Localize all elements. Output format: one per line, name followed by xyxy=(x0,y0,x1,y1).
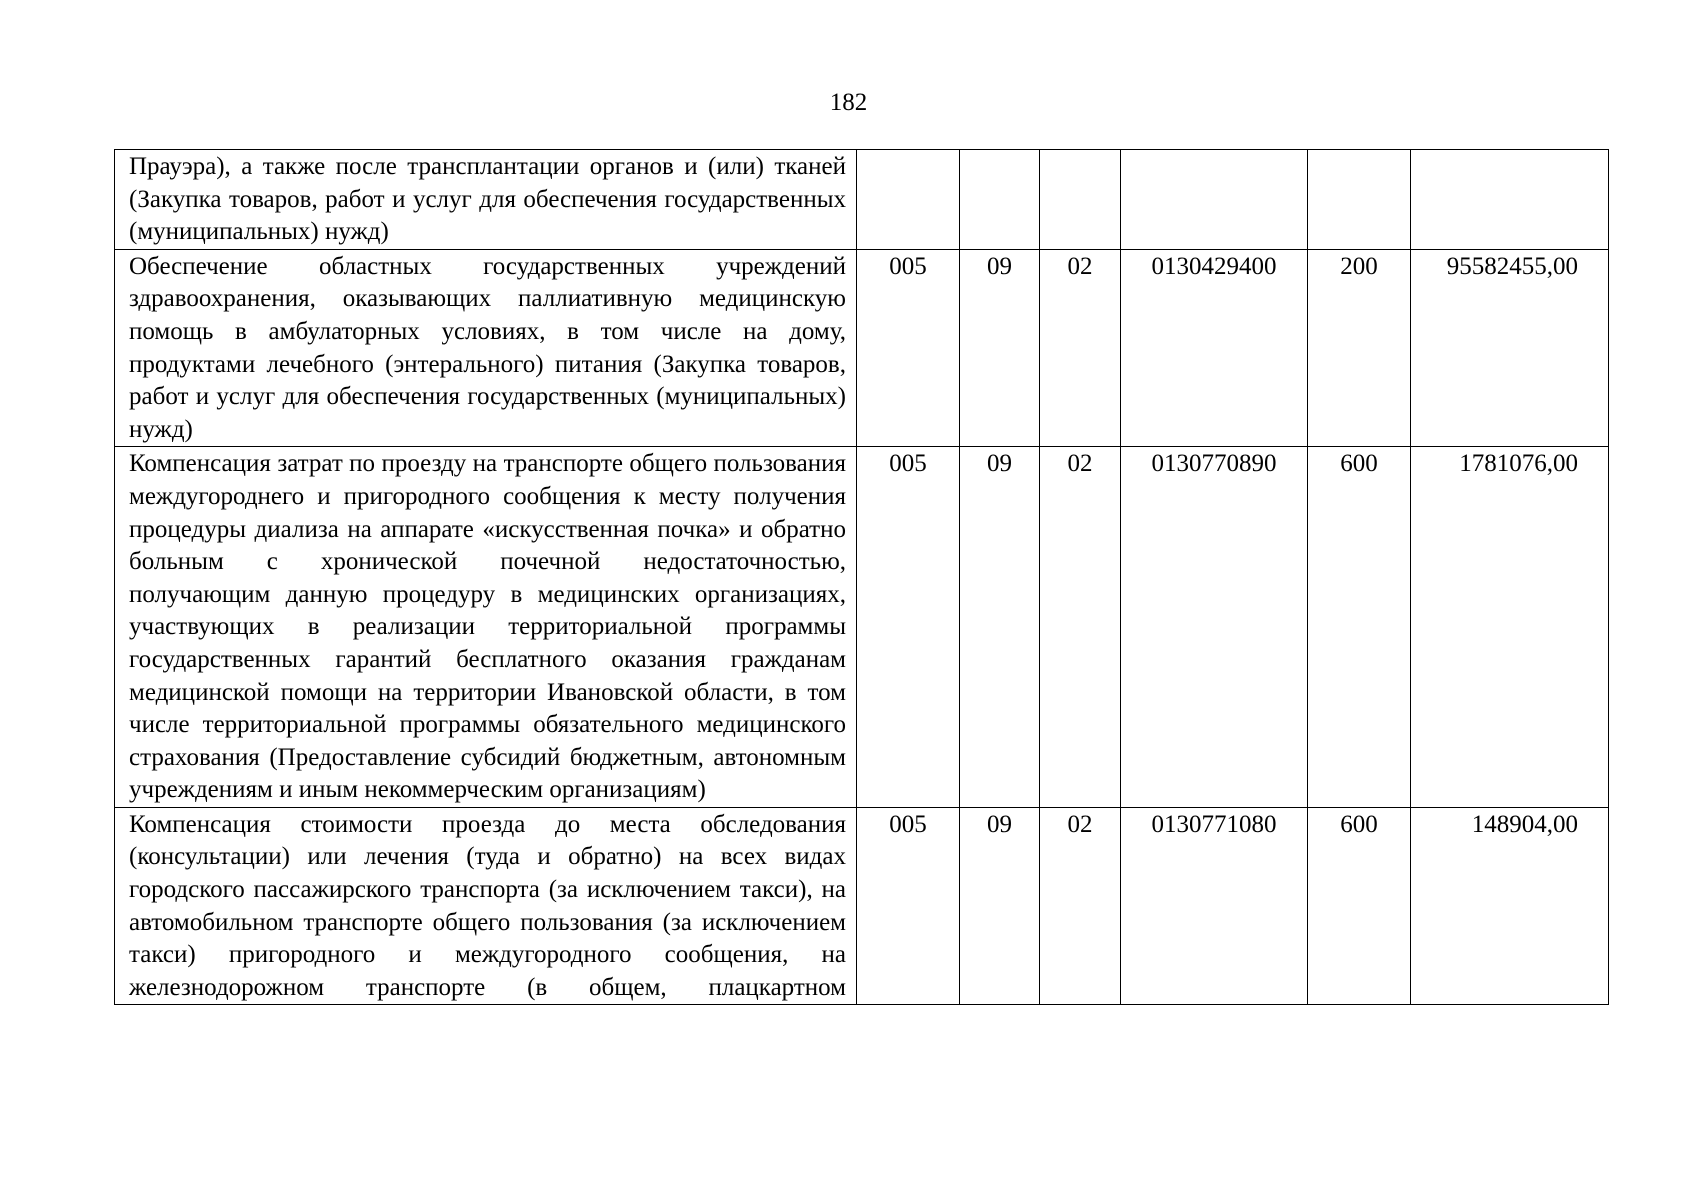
page-number: 182 xyxy=(829,89,868,116)
target-article-cell: 0130429400 xyxy=(1121,249,1308,447)
section-code-cell: 09 xyxy=(960,807,1040,1005)
table-row xyxy=(115,807,1609,1005)
ministry-code-cell: 005 xyxy=(857,447,960,808)
expense-type-cell: 200 xyxy=(1308,249,1411,447)
row-description: Компенсация стоимости проезда до места обследования (консультации) или лечения (туда и обратно) на всех видах городского пассажирского транспорта (за исключением такси), на автомобильном транспорте общего пользования (за исключением такси) пригородного и междугородного сообщения, на железнодорожном транспорте (в общем, плацкартном xyxy=(115,807,857,1005)
amount-cell xyxy=(1411,150,1609,250)
section-code-cell: 09 xyxy=(960,447,1040,808)
amount-cell: 148904,00 xyxy=(1411,807,1609,1005)
table-row xyxy=(115,249,1609,447)
amount-cell: 95582455,00 xyxy=(1411,249,1609,447)
ministry-code-cell: 005 xyxy=(857,807,960,1005)
target-article-cell: 0130770890 xyxy=(1121,447,1308,808)
subsection-code-cell xyxy=(1040,150,1121,250)
expense-type-cell xyxy=(1308,150,1411,250)
table-row xyxy=(115,150,1609,250)
subsection-code-cell: 02 xyxy=(1040,807,1121,1005)
ministry-code-cell: 005 xyxy=(857,249,960,447)
expense-type-cell: 600 xyxy=(1308,807,1411,1005)
target-article-cell xyxy=(1121,150,1308,250)
target-article-cell: 0130771080 xyxy=(1121,807,1308,1005)
row-description: Обеспечение областных государственных учреждений здравоохранения, оказывающих паллиативную медицинскую помощь в амбулаторных условиях, в том числе на дому, продуктами лечебного (энтерального) питания (Закупка товаров, работ и услуг для обеспечения государственных (муниципальных) нужд) xyxy=(115,249,857,447)
row-description: Прауэра), а также после трансплантации органов и (или) тканей (Закупка товаров, работ и услуг для обеспечения государственных (муниципальных) нужд) xyxy=(115,150,857,250)
table-row xyxy=(115,447,1609,808)
row-description: Компенсация затрат по проезду на транспорте общего пользования междугороднего и пригородного сообщения к месту получения процедуры диализа на аппарате «искусственная почка» и обратно больным с хронической почечной недостаточностью, получающим данную процедуру в медицинских организациях, участвующих в реализации территориальной программы государственных гарантий бесплатного оказания гражданам медицинской помощи на территории Ивановской области, в том числе территориальной программы обязательного медицинского страхования (Предоставление субсидий бюджетным, автономным учреждениям и иным некоммерческим организациям) xyxy=(115,447,857,808)
subsection-code-cell: 02 xyxy=(1040,447,1121,808)
section-code-cell xyxy=(960,150,1040,250)
ministry-code-cell xyxy=(857,150,960,250)
budget-table xyxy=(114,149,1609,1005)
amount-cell: 1781076,00 xyxy=(1411,447,1609,808)
expense-type-cell: 600 xyxy=(1308,447,1411,808)
subsection-code-cell: 02 xyxy=(1040,249,1121,447)
section-code-cell: 09 xyxy=(960,249,1040,447)
